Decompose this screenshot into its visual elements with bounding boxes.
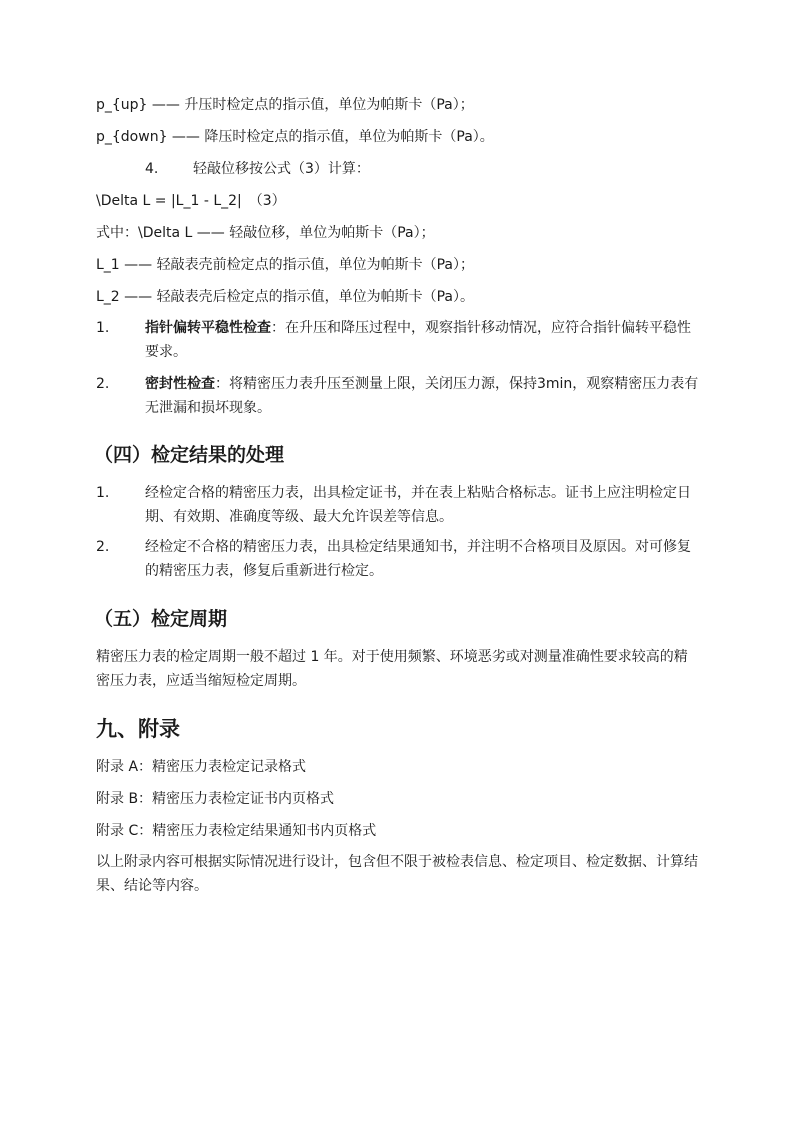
result-item-2-number: 2. xyxy=(96,539,110,555)
result-item-2-text: 经检定不合格的精密压力表，出具检定结果通知书，并注明不合格项目及原因。对可修复的精密压力表，修复后重新进行检定。 xyxy=(145,539,691,579)
check-item-1-text: ：在升压和降压过程中，观察指针移动情况，应符合指针偏转平稳性要求。 xyxy=(145,320,691,360)
formula-3: \Delta L = |L_1 - L_2| （3） xyxy=(96,193,286,209)
section-5-heading: （五）检定周期 xyxy=(94,608,228,630)
p-up-definition: p_{up} —— 升压时检定点的指示值，单位为帕斯卡（Pa）； xyxy=(96,97,474,113)
result-item-1-number: 1. xyxy=(96,485,110,501)
check-item-2-number: 2. xyxy=(96,376,110,392)
section-4-heading: （四）检定结果的处理 xyxy=(94,444,285,466)
result-item-2 xyxy=(96,535,700,583)
appendix-a: 附录 A：精密压力表检定记录格式 xyxy=(96,759,307,775)
appendix-c: 附录 C：精密压力表检定结果通知书内页格式 xyxy=(96,823,377,839)
delta-l-definition: 式中：\Delta L —— 轻敲位移，单位为帕斯卡（Pa）； xyxy=(96,225,435,241)
step-4-number: 4. xyxy=(145,161,159,177)
p-down-definition: p_{down} —— 降压时检定点的指示值，单位为帕斯卡（Pa）。 xyxy=(96,129,494,145)
appendix-b: 附录 B：精密压力表检定证书内页格式 xyxy=(96,791,335,807)
check-item-1-number: 1. xyxy=(96,320,110,336)
result-item-1 xyxy=(96,481,700,529)
appendix-note: 以上附录内容可根据实际情况进行设计，包含但不限于被检表信息、检定项目、检定数据、计算结果、结论等内容。 xyxy=(96,854,698,894)
check-item-1 xyxy=(96,316,700,364)
check-item-1-title: 指针偏转平稳性检查 xyxy=(145,320,271,336)
check-item-2 xyxy=(96,372,700,420)
step-4 xyxy=(145,160,749,178)
l2-definition: L_2 —— 轻敲表壳后检定点的指示值，单位为帕斯卡（Pa）。 xyxy=(96,289,474,305)
result-item-1-text: 经检定合格的精密压力表，出具检定证书，并在表上粘贴合格标志。证书上应注明检定日期、有效期、准确度等级、最大允许误差等信息。 xyxy=(145,485,691,525)
check-item-2-text: ：将精密压力表升压至测量上限，关闭压力源，保持3min，观察精密压力表有无泄漏和损坏现象。 xyxy=(145,376,699,416)
check-item-2-title: 密封性检查 xyxy=(145,376,215,392)
step-4-text: 轻敲位移按公式（3）计算： xyxy=(193,161,370,177)
section-9-heading: 九、附录 xyxy=(96,717,180,741)
section-5-text: 精密压力表的检定周期一般不超过 1 年。对于使用频繁、环境恶劣或对测量准确性要求较高的精密压力表，应适当缩短检定周期。 xyxy=(96,649,688,689)
l1-definition: L_1 —— 轻敲表壳前检定点的指示值，单位为帕斯卡（Pa）； xyxy=(96,257,474,273)
